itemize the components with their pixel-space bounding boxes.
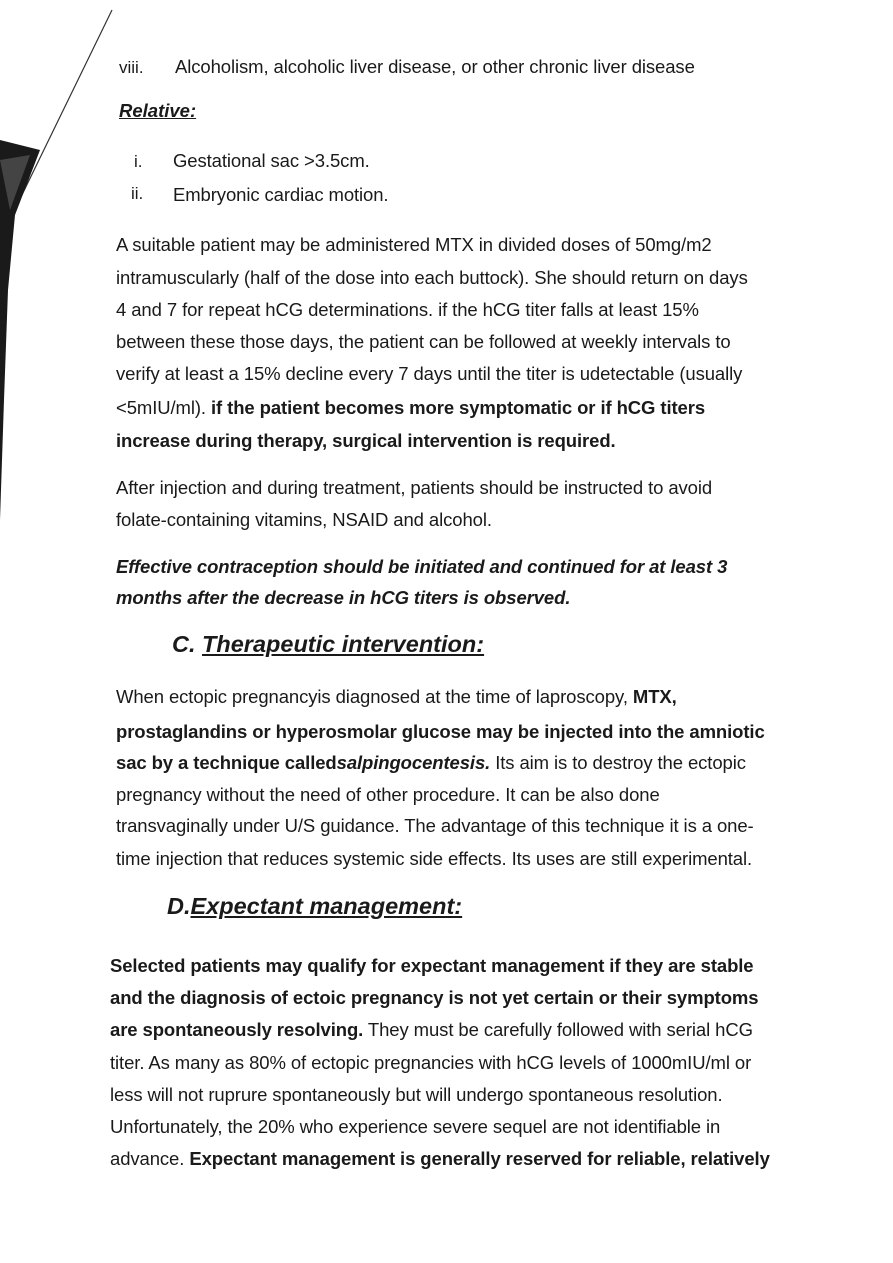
scan-shadow-tip [0, 155, 30, 210]
section-d-heading [167, 893, 462, 920]
section-c-heading [172, 631, 484, 658]
section-c-letter: C. [172, 631, 203, 657]
section-d-line: less will not ruprure spontaneously but will undergo spontaneous resolution. [110, 1084, 723, 1105]
section-c-line-3 [116, 752, 746, 774]
mtx-paragraph-line-7: increase during therapy, surgical intervention is required. [116, 430, 616, 451]
section-d-letter: D. [167, 893, 191, 919]
list-numeral-ii: ii. [131, 184, 144, 203]
section-c-line-2: prostaglandins or hyperosmolar glucose may be injected into the amniotic [116, 721, 765, 742]
section-c-line1-bold: MTX, [632, 686, 677, 707]
mtx-line6-bold: if the patient becomes more symptomatic or if hCG titers [211, 397, 706, 418]
after-injection-line: After injection and during treatment, patients should be instructed to avoid [116, 477, 713, 498]
section-c-line3-bold: sac by a technique called [116, 752, 337, 773]
section-c-line3-plain: Its aim is to destroy the ectopic [490, 752, 746, 773]
relative-heading: Relative: [119, 100, 197, 121]
list-item-i: Gestational sac >3.5cm. [173, 150, 370, 171]
section-d-line-3 [110, 1019, 753, 1041]
after-injection-line: folate-containing vitamins, NSAID and alcohol. [116, 509, 492, 530]
mtx-paragraph-line-6 [116, 397, 705, 419]
section-c-line: pregnancy without the need of other procedure. It can be also done [116, 784, 660, 805]
mtx-line6-plain: <5mIU/ml). [116, 397, 212, 418]
mtx-paragraph-line: verify at least a 15% decline every 7 days until the titer is udetectable (usually [116, 363, 743, 384]
section-c-line-1 [116, 686, 677, 708]
section-d-last-plain: advance. [110, 1148, 190, 1169]
list-item-ii: Embryonic cardiac motion. [173, 184, 389, 205]
section-d-line3-bold: are spontaneously resolving. [110, 1019, 364, 1040]
section-c-title: Therapeutic intervention: [202, 631, 485, 657]
mtx-paragraph-line: A suitable patient may be administered MTX in divided doses of 50mg/m2 [116, 234, 712, 255]
contraception-note-line: months after the decrease in hCG titers is observed. [116, 587, 571, 608]
contraception-note-line: Effective contraception should be initiated and continued for at least 3 [116, 556, 728, 577]
section-c-line: time injection that reduces systemic side effects. Its uses are still experimental. [116, 848, 753, 869]
section-d-line3-plain: They must be carefully followed with serial hCG [363, 1019, 753, 1040]
section-d-line: titer. As many as 80% of ectopic pregnancies with hCG levels of 1000mIU/ml or [110, 1052, 752, 1073]
section-d-title: Expectant management: [190, 893, 463, 919]
section-d-line-1: Selected patients may qualify for expectant management if they are stable [110, 955, 754, 976]
list-numeral-viii: viii. [119, 58, 144, 77]
section-c-line3-term: salpingocentesis. [336, 752, 491, 773]
scan-fold-line [0, 10, 112, 240]
section-d-line-2: and the diagnosis of ectoic pregnancy is not yet certain or their symptoms [110, 987, 759, 1008]
mtx-paragraph-line: intramuscularly (half of the dose into each buttock). She should return on days [116, 267, 748, 288]
scan-shadow [0, 140, 40, 520]
mtx-paragraph-line: 4 and 7 for repeat hCG determinations. if the hCG titer falls at least 15% [116, 299, 699, 320]
list-numeral-i: i. [134, 152, 143, 171]
section-d-last-bold: Expectant management is generally reserved for reliable, relatively [189, 1148, 770, 1169]
section-d-line: Unfortunately, the 20% who experience severe sequel are not identifiable in [110, 1116, 721, 1137]
section-d-line-last [110, 1148, 770, 1170]
mtx-paragraph-line: between these those days, the patient can be followed at weekly intervals to [116, 331, 731, 352]
section-c-line: transvaginally under U/S guidance. The advantage of this technique it is a one- [116, 815, 754, 836]
list-item-viii: Alcoholism, alcoholic liver disease, or other chronic liver disease [175, 56, 695, 77]
section-c-line1-plain: When ectopic pregnancyis diagnosed at the time of laproscopy, [116, 686, 633, 707]
